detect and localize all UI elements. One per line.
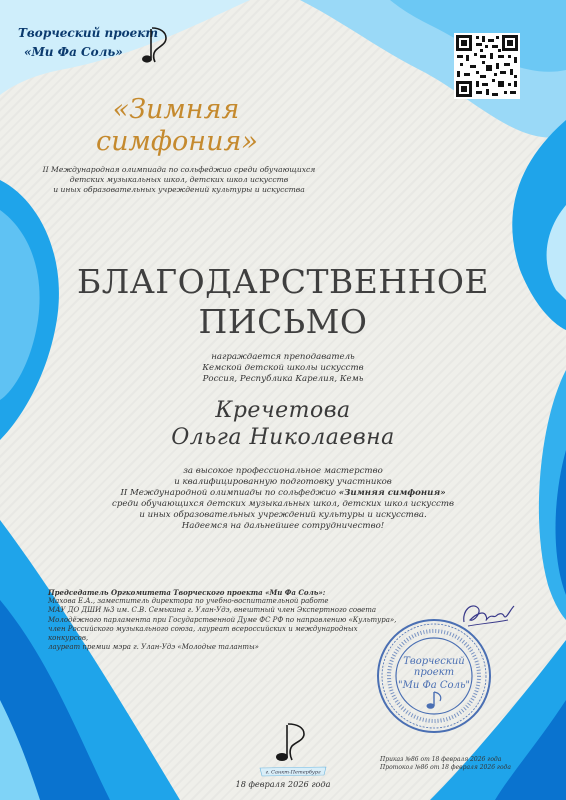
event-title-line2: симфония» bbox=[96, 126, 258, 157]
stamp-line1: Творческий bbox=[403, 656, 465, 667]
document-title bbox=[60, 262, 506, 342]
reason-line3 bbox=[90, 488, 476, 499]
reason-line4: среди обучающихся детских музыкальных школ, детских школ искусств bbox=[112, 499, 454, 509]
event-title-line1: «Зимняя bbox=[112, 94, 240, 125]
event-title bbox=[96, 94, 256, 158]
chair-line3: Молодёжного парламента при Государственной Думе ФС РФ по направлению «Культура», bbox=[48, 615, 397, 624]
event-subtitle-line1: II Международная олимпиада по сольфеджио среди обучающихся bbox=[42, 165, 316, 174]
reason-line1: за высокое профессиональное мастерство bbox=[183, 466, 383, 476]
footer-protocols bbox=[380, 756, 530, 773]
footer-city: г. Санкт-Петербург bbox=[265, 769, 321, 776]
recipient-name bbox=[90, 397, 476, 451]
stamp-line3: "Ми Фа Соль" bbox=[398, 680, 470, 691]
footer-protocol1: Приказ №86 от 18 февраля 2026 года bbox=[380, 756, 502, 763]
awarded-line3: Россия, Республика Карелия, Кемь bbox=[202, 374, 364, 384]
qr-code-icon[interactable] bbox=[454, 33, 520, 99]
chair-line1: Махова Е.А., заместитель директора по учебно-воспитательной работе bbox=[48, 597, 329, 606]
logo-line1: Творческий проект bbox=[18, 26, 159, 40]
chair-heading: Председатель Оргкомитета Творческого проекта «Ми Фа Соль»: bbox=[48, 588, 326, 597]
chair-line2: МАУ ДО ДШИ №3 им. С.В. Семькина г. Улан-Удэ, внештный член Экспертного совета bbox=[48, 606, 377, 615]
project-logo bbox=[18, 24, 168, 68]
reason-event-name: «Зимняя симфония» bbox=[338, 488, 446, 498]
document-title-line1: БЛАГОДАРСТВЕННОЕ bbox=[76, 262, 489, 301]
recipient-surname: Кречетова bbox=[215, 398, 351, 423]
awarded-line2: Кемской детской школы искусств bbox=[202, 363, 364, 373]
reason-line5: и иных образовательных учреждений культуры и искусства. bbox=[139, 510, 427, 520]
chair-block bbox=[48, 588, 398, 652]
official-stamp bbox=[374, 616, 494, 736]
city-ribbon bbox=[258, 765, 328, 777]
chair-line4: член Российского музыкального союза, лауреат всероссийских и международных конкурсов, bbox=[48, 624, 358, 643]
reason-block bbox=[90, 466, 476, 532]
stamp-music-note-icon bbox=[427, 692, 441, 709]
footer-protocol2: Протокол №86 от 18 февраля 2026 года bbox=[380, 764, 511, 772]
footer-date: 18 февраля 2026 года bbox=[235, 779, 331, 789]
awarded-line1: награждается преподаватель bbox=[211, 352, 355, 362]
reason-line3-text: II Международной олимпиады по сольфеджио bbox=[120, 488, 339, 498]
reason-line2: и квалифицированную подготовку участников bbox=[174, 477, 392, 487]
event-subtitle-line3: и иных образовательных учреждений культуры и искусства bbox=[53, 185, 305, 194]
event-subtitle bbox=[34, 165, 324, 195]
footer-music-note-icon bbox=[266, 720, 318, 766]
logo-line2: «Ми Фа Соль» bbox=[24, 45, 123, 59]
awarded-block bbox=[150, 352, 416, 385]
music-note-icon bbox=[140, 24, 172, 66]
reason-line6: Надеемся на дальнейшее сотрудничество! bbox=[181, 521, 385, 531]
event-subtitle-line2: детских музыкальных школ, детских школ искусств bbox=[69, 175, 289, 184]
recipient-given-names: Ольга Николаевна bbox=[171, 425, 395, 450]
chair-line5: лауреат премии мэра г. Улан-Удэ «Молодые таланты» bbox=[48, 643, 259, 652]
document-title-line2: ПИСЬМО bbox=[198, 302, 368, 341]
stamp-line2: проект bbox=[413, 667, 455, 678]
